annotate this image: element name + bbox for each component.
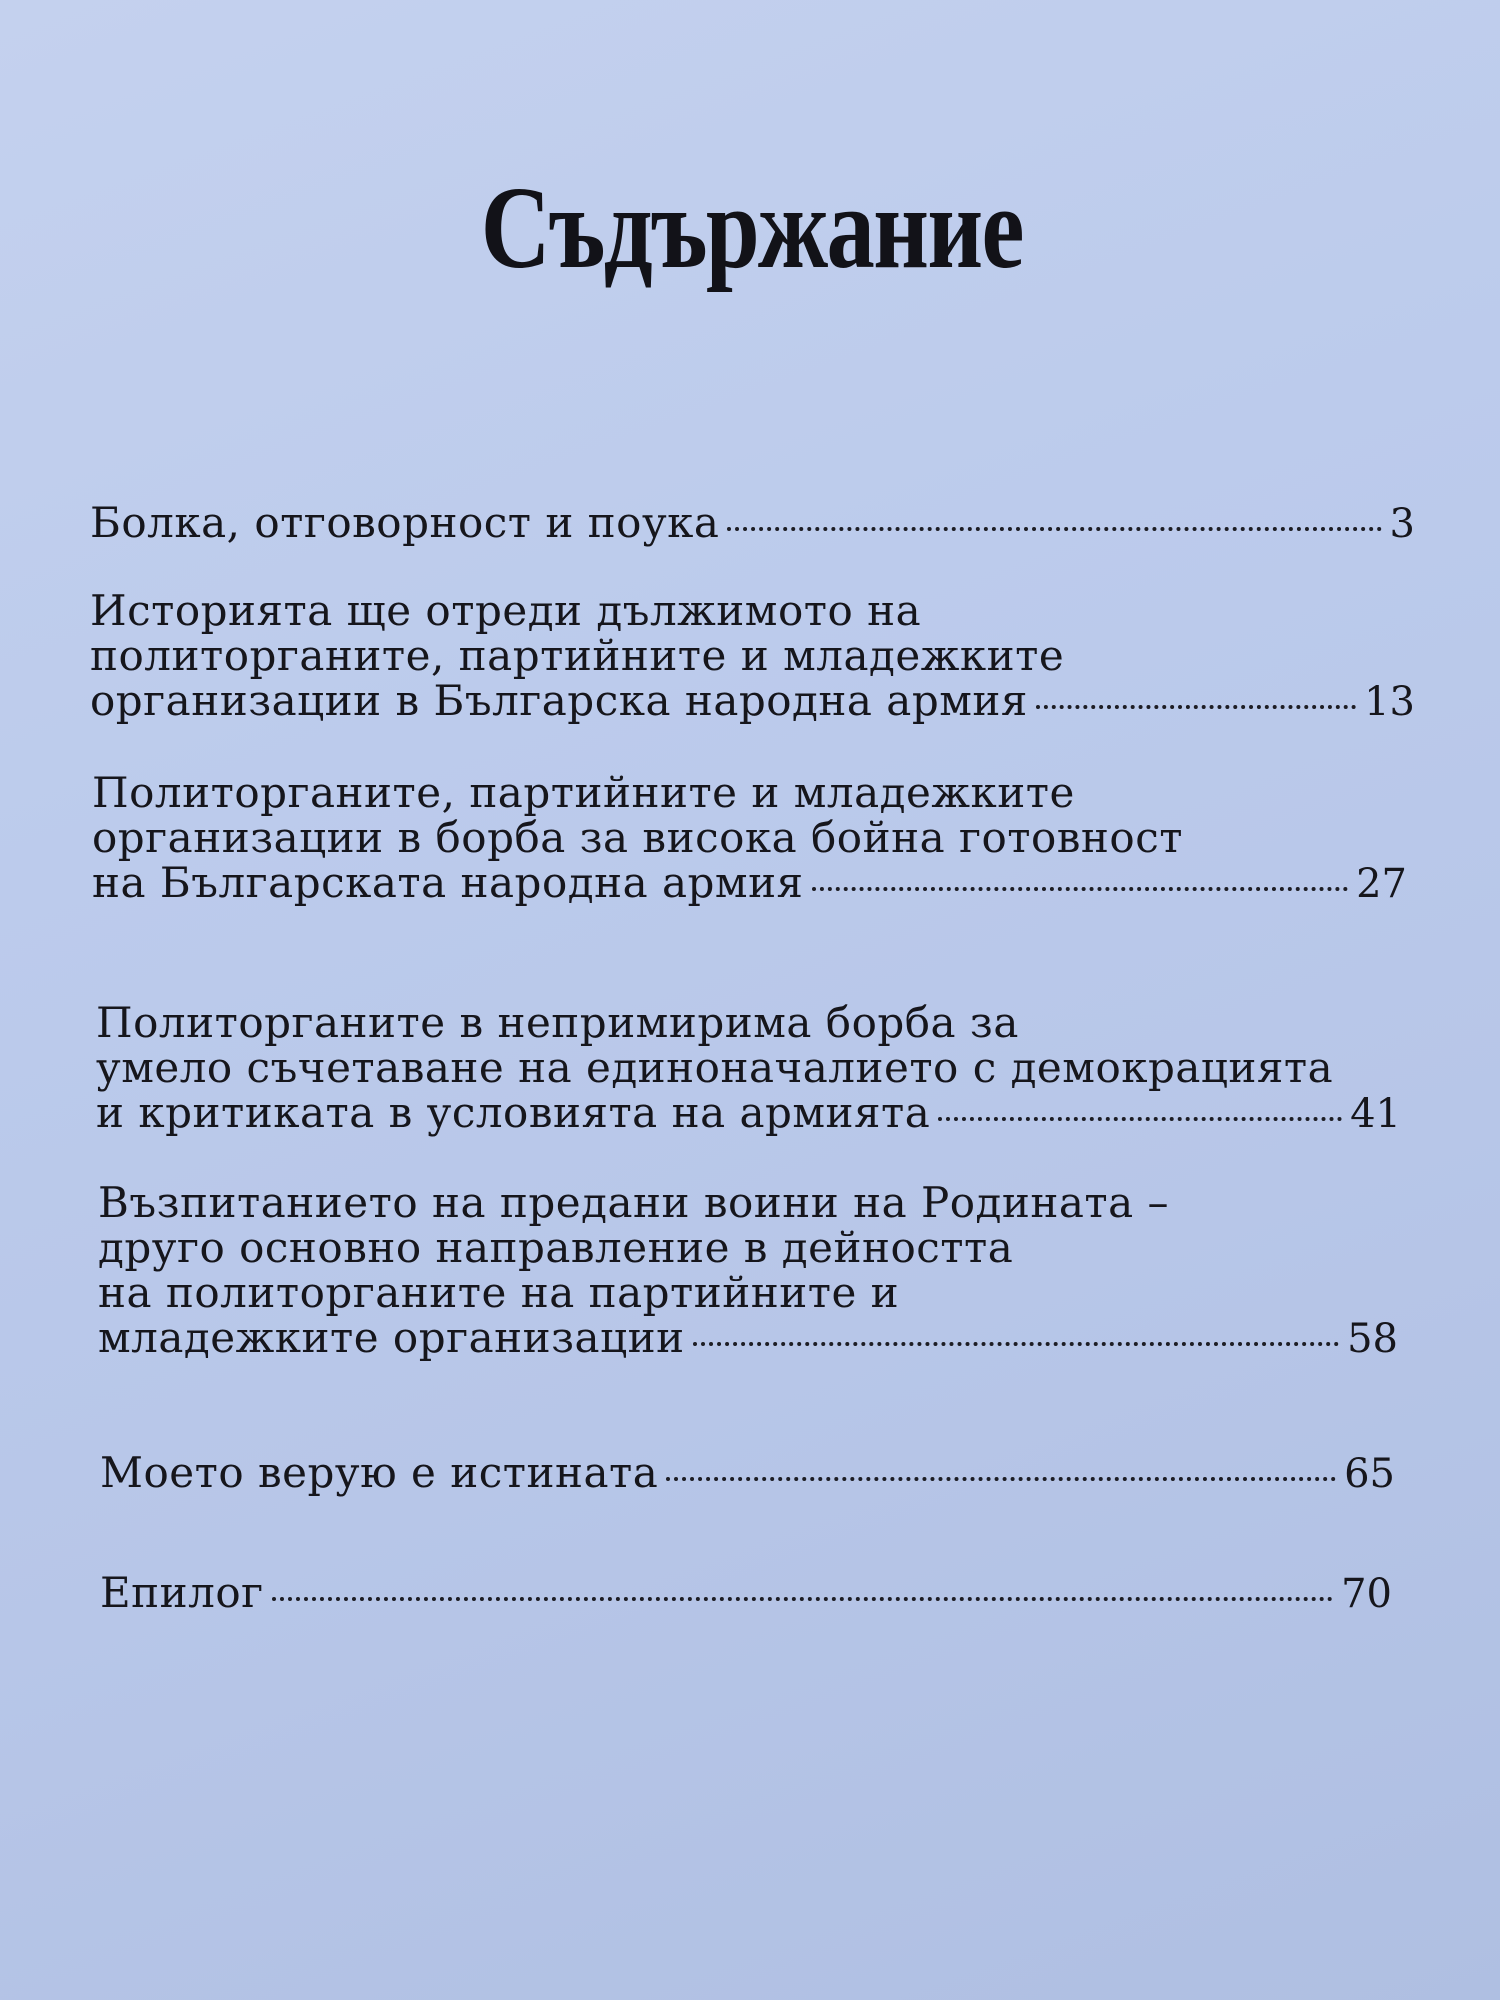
entry-line: Болка, отговорност и поука: [90, 498, 720, 547]
toc-entry: [98, 1180, 1398, 1362]
toc-entry: [100, 1570, 1392, 1617]
page-number: 70: [1341, 1571, 1392, 1617]
entry-line: младежките организации: [98, 1313, 685, 1362]
entry-line: организации в Българска народна армия: [90, 676, 1028, 725]
entry-line: и критиката в условията на армията: [96, 1088, 931, 1137]
toc-entry: [96, 1000, 1401, 1137]
dot-leader: [812, 887, 1349, 891]
toc-entry: [100, 1450, 1395, 1497]
toc-entry: [92, 770, 1407, 907]
page-number: 3: [1389, 501, 1415, 547]
entry-line: Историята ще отреди дължимото на: [90, 586, 922, 635]
entry-line: политорганите, партийните и младежките: [90, 631, 1065, 680]
dot-leader: [1036, 705, 1356, 709]
entry-line: Политорганите, партийните и младежките: [92, 768, 1075, 817]
dot-leader: [693, 1342, 1340, 1346]
dot-leader: [727, 527, 1381, 531]
entry-line: Моето верую е истината: [100, 1448, 659, 1497]
entry-line: умело съчетаване на единоначалието с демокрацията: [96, 1043, 1334, 1092]
entry-line: на политорганите на партийните и: [98, 1268, 900, 1317]
page-number: 41: [1350, 1091, 1401, 1137]
entry-line: друго основно направление в дейността: [98, 1223, 1014, 1272]
page-number: 13: [1364, 679, 1415, 725]
entry-line: на Българската народна армия: [92, 858, 804, 907]
page-number: 65: [1344, 1451, 1395, 1497]
page-title: Съдържание: [480, 162, 1023, 293]
page-number: 27: [1356, 861, 1407, 907]
dot-leader: [938, 1117, 1342, 1121]
entry-line: Политорганите в непримирима борба за: [96, 998, 1019, 1047]
toc-entry: [90, 500, 1415, 547]
entry-line: организации в борба за висока бойна готовност: [92, 813, 1183, 862]
toc-entry: [90, 588, 1415, 725]
dot-leader: [666, 1477, 1336, 1481]
page-number: 58: [1347, 1316, 1398, 1362]
entry-line: Възпитанието на предани воини на Родината –: [98, 1178, 1170, 1227]
dot-leader: [272, 1597, 1333, 1601]
entry-line: Епилог: [100, 1568, 264, 1617]
